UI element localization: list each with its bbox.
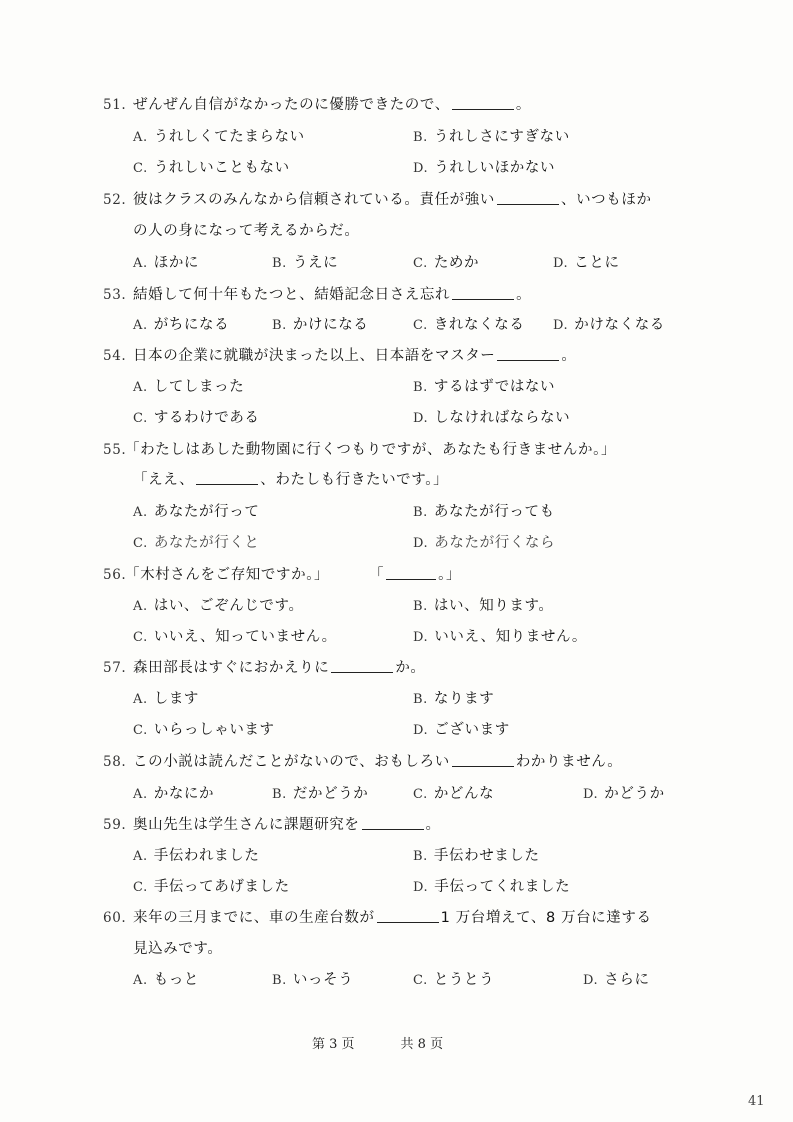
option-b: B. だかどうか: [272, 786, 369, 802]
answer-blank: [497, 346, 559, 361]
question-stem: 「わたしはあした動物園に行くつもりですが、あなたも行きませんか。」: [125, 442, 617, 458]
option-d: D. 手伝ってくれました: [413, 879, 571, 895]
option-c: C. いいえ、知っていません。: [133, 629, 337, 645]
answer-blank: [377, 908, 439, 923]
footer-page: 第 3 页: [312, 1037, 355, 1052]
answer-blank: [452, 95, 514, 110]
answer-blank: [331, 658, 393, 673]
question-number: 51.: [103, 97, 127, 113]
option-c: C. かどんな: [413, 786, 495, 802]
answer-blank: [452, 285, 514, 300]
option-b: B. するはずではない: [413, 379, 556, 395]
option-c: C. ためか: [413, 255, 480, 271]
option-d: D. ございます: [413, 722, 510, 738]
question-number: 53.: [103, 287, 127, 303]
question-stem-cont: 見込みです。: [133, 941, 223, 957]
footer-total: 共 8 页: [400, 1037, 444, 1052]
option-c: C. 手伝ってあげました: [133, 879, 290, 895]
option-b: B. うえに: [272, 255, 339, 271]
page-footer: [312, 1033, 489, 1052]
option-a: A. ほかに: [133, 255, 200, 271]
question-stem: 結婚して何十年もたつと、結婚記念日さえ忘れ 。: [133, 287, 532, 303]
answer-blank: [362, 815, 424, 830]
question-stem: 「木村さんをご存知ですか。」: [125, 567, 330, 583]
answer-blank: [452, 752, 514, 767]
option-d: D. さらに: [583, 972, 650, 988]
option-c: C. きれなくなる: [413, 317, 525, 333]
option-b: B. かけになる: [272, 317, 369, 333]
answer-blank: [497, 190, 559, 205]
question-stem-cont: の人の身になって考えるからだ。: [133, 223, 360, 239]
option-b: B. 手伝わせました: [413, 848, 540, 864]
option-d: D. かどうか: [583, 786, 665, 802]
question-number: 57.: [103, 660, 127, 676]
page-number: 41: [748, 1094, 765, 1109]
question-stem: 奥山先生は学生さんに課題研究を 。: [133, 817, 441, 833]
answer-blank: [386, 565, 436, 580]
option-d: D. うれしいほかない: [413, 160, 556, 176]
option-d: D. ことに: [553, 255, 620, 271]
question-stem-cont: 「ええ、 、わたしも行きたいです。」: [133, 472, 449, 488]
option-c: C. いらっしゃいます: [133, 722, 275, 738]
option-b: B. はい、知ります。: [413, 598, 554, 614]
option-d: D. しなければならない: [413, 410, 571, 426]
answer-blank: [196, 470, 258, 485]
option-a: A. うれしくてたまらない: [133, 129, 305, 145]
option-a: A. もっと: [133, 972, 200, 988]
option-b: B. あなたが行っても: [413, 504, 555, 520]
option-c: C. うれしいこともない: [133, 160, 290, 176]
question-stem: 彼はクラスのみんなから信頼されている。責任が強い 、いつもほか: [133, 192, 652, 208]
option-a: A. はい、ごぞんじです。: [133, 598, 304, 614]
option-c: C. するわけである: [133, 410, 260, 426]
question-number: 60.: [103, 910, 127, 926]
option-c: C. とうとう: [413, 972, 495, 988]
option-b: B. うれしさにすぎない: [413, 129, 570, 145]
question-stem: 日本の企業に就職が決まった以上、日本語をマスター 。: [133, 348, 577, 364]
question-number: 55.: [103, 442, 127, 458]
option-a: A. かなにか: [133, 786, 215, 802]
option-c: C. あなたが行くと: [133, 535, 260, 551]
question-number: 59.: [103, 817, 127, 833]
option-a: A. あなたが行って: [133, 504, 260, 520]
question-number: 54.: [103, 348, 127, 364]
question-number: 52.: [103, 192, 127, 208]
question-stem: 森田部長はすぐにおかえりに か。: [133, 660, 426, 676]
option-d: D. あなたが行くなら: [413, 535, 556, 551]
option-a: A. してしまった: [133, 379, 245, 395]
option-a: A. がちになる: [133, 317, 230, 333]
option-d: D. かけなくなる: [553, 317, 665, 333]
option-a: A. 手伝われました: [133, 848, 260, 864]
option-d: D. いいえ、知りません。: [413, 629, 588, 645]
option-a: A. します: [133, 691, 200, 707]
question-number: 56.: [103, 567, 127, 583]
question-stem: 来年の三月までに、車の生産台数が 1 万台増えて、8 万台に達する: [133, 910, 652, 926]
option-b: B. いっそう: [272, 972, 354, 988]
question-stem: この小説は読んだことがないので、おもしろい わかりません。: [133, 754, 623, 770]
question-stem: ぜんぜん自信がなかったのに優勝できたので、 。: [133, 97, 531, 113]
option-b: B. なります: [413, 691, 495, 707]
question-number: 58.: [103, 754, 127, 770]
question-stem-answer: 「 。」: [369, 567, 462, 583]
